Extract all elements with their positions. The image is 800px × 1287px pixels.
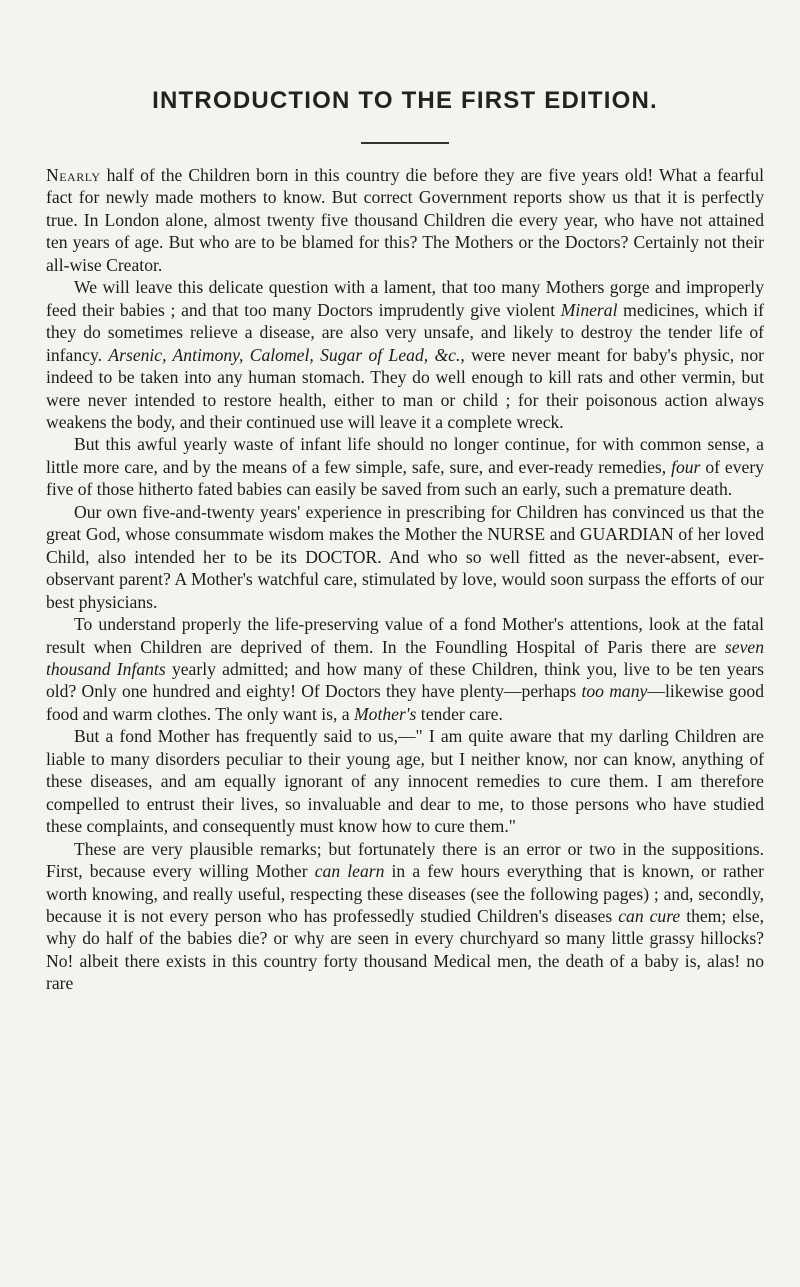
paragraph-5 [46, 613, 764, 725]
drop-word: Nearly [46, 165, 101, 185]
emphasis: can cure [618, 905, 681, 926]
emphasis: can learn [314, 861, 385, 882]
paragraph-6 [46, 725, 764, 837]
text-run: Our own five-and-twenty years' experience in prescribing for Children has convinced us that the great God, whose consummate wisdom makes the Mother the NURSE and GUARDIAN of her loved Child, also intended her to be its DOCTOR. And who so well fitted as the never-absent, ever-observant parent? A Mother's watchful care, stimulated by love, would soon surpass the efforts of our best physicians. [46, 501, 764, 612]
emphasis: seven thousand Infants [46, 636, 764, 679]
title-rule [361, 142, 449, 144]
paragraph-7 [46, 838, 764, 995]
text-run: But a fond Mother has frequently said to us,—" I am quite aware that my darling Children are liable to many disorders peculiar to their young age, but I neither know, nor can know, anything of these diseases, and am equally ignorant of any innocent remedies to cure them. I am therefore compelled to entrust their lives, so invaluable and dear to me, to those persons who have studied these complaints, and consequently must know how to cure them." [46, 726, 764, 837]
text-run: To understand properly the life-preserving value of a fond Mother's attentions, look at the fatal result when Children are deprived of them. In the Foundling Hospital of Paris there are [46, 614, 764, 657]
emphasis: too many [581, 681, 648, 702]
text-run: them; else, why do half of the babies die? or why are seen in every churchyard so many little grassy hillocks? No! albeit there exists in this country forty thousand Medical men, the death of a baby is, alas! no rare [46, 905, 764, 994]
paragraph-1 [46, 164, 764, 276]
emphasis: Mineral [560, 299, 618, 320]
text-run: medicines, which if they do sometimes relieve a disease, are also very unsafe, and likely to destroy the tender life of infancy. [46, 299, 764, 365]
text-run: were never meant for baby's physic, nor indeed to be taken into any human stomach. They do well enough to kill rats and other vermin, but were never intended to restore health, either to man or child ; for their poisonous action always weakens the body, and their continued use will leave it a complete wreck. [46, 344, 764, 432]
text-run: in a few hours everything that is known, or rather worth knowing, and really useful, respecting these diseases (see the following pages) ; and, secondly, because it is not every person who has professedly studied Children's diseases [46, 861, 764, 926]
text-run: But this awful yearly waste of infant life should no longer continue, for with common sense, a little more care, and by the means of a few simple, safe, sure, and ever-ready remedies, [46, 434, 764, 477]
text-run: We will leave this delicate question with a lament, that too many Mothers gorge and improperly feed their babies ; and that too many Doctors imprudently give violent [46, 277, 764, 320]
paragraph-2 [46, 276, 764, 433]
paragraph-3 [46, 433, 764, 500]
emphasis: four [671, 456, 701, 477]
text-run: These are very plausible remarks; but fortunately there is an error or two in the suppositions. First, because every willing Mother [46, 838, 764, 882]
text-run: of every five of those hitherto fated babies can easily be saved from such an early, such a premature death. [46, 456, 764, 500]
page-title: INTRODUCTION TO THE FIRST EDITION. [152, 87, 658, 114]
text-run: tender care. [416, 703, 503, 724]
text-run: yearly admitted; and how many of these Children, think you, live to be ten years old? Only one hundred and eighty! Of Doctors they have plenty—perhaps [46, 658, 764, 702]
paragraph-4 [46, 501, 764, 613]
emphasis: Arsenic, Antimony, Calomel, Sugar of Lead, &c., [108, 344, 465, 365]
emphasis: Mother's [354, 703, 417, 724]
text-run: —likewise good food and warm clothes. The only want is, a [46, 681, 764, 724]
text-run: half of the Children born in this country die before they are five years old! What a fearful fact for newly made mothers to know. But correct Government reports show us that it is perfectly true. In London alone, almost twenty five thousand Children die every year, who have not attained ten years of age. But who are to be blamed for this? The Mothers or the Doctors? Certainly not their all-wise Creator. [46, 165, 764, 275]
body-text [46, 164, 764, 995]
